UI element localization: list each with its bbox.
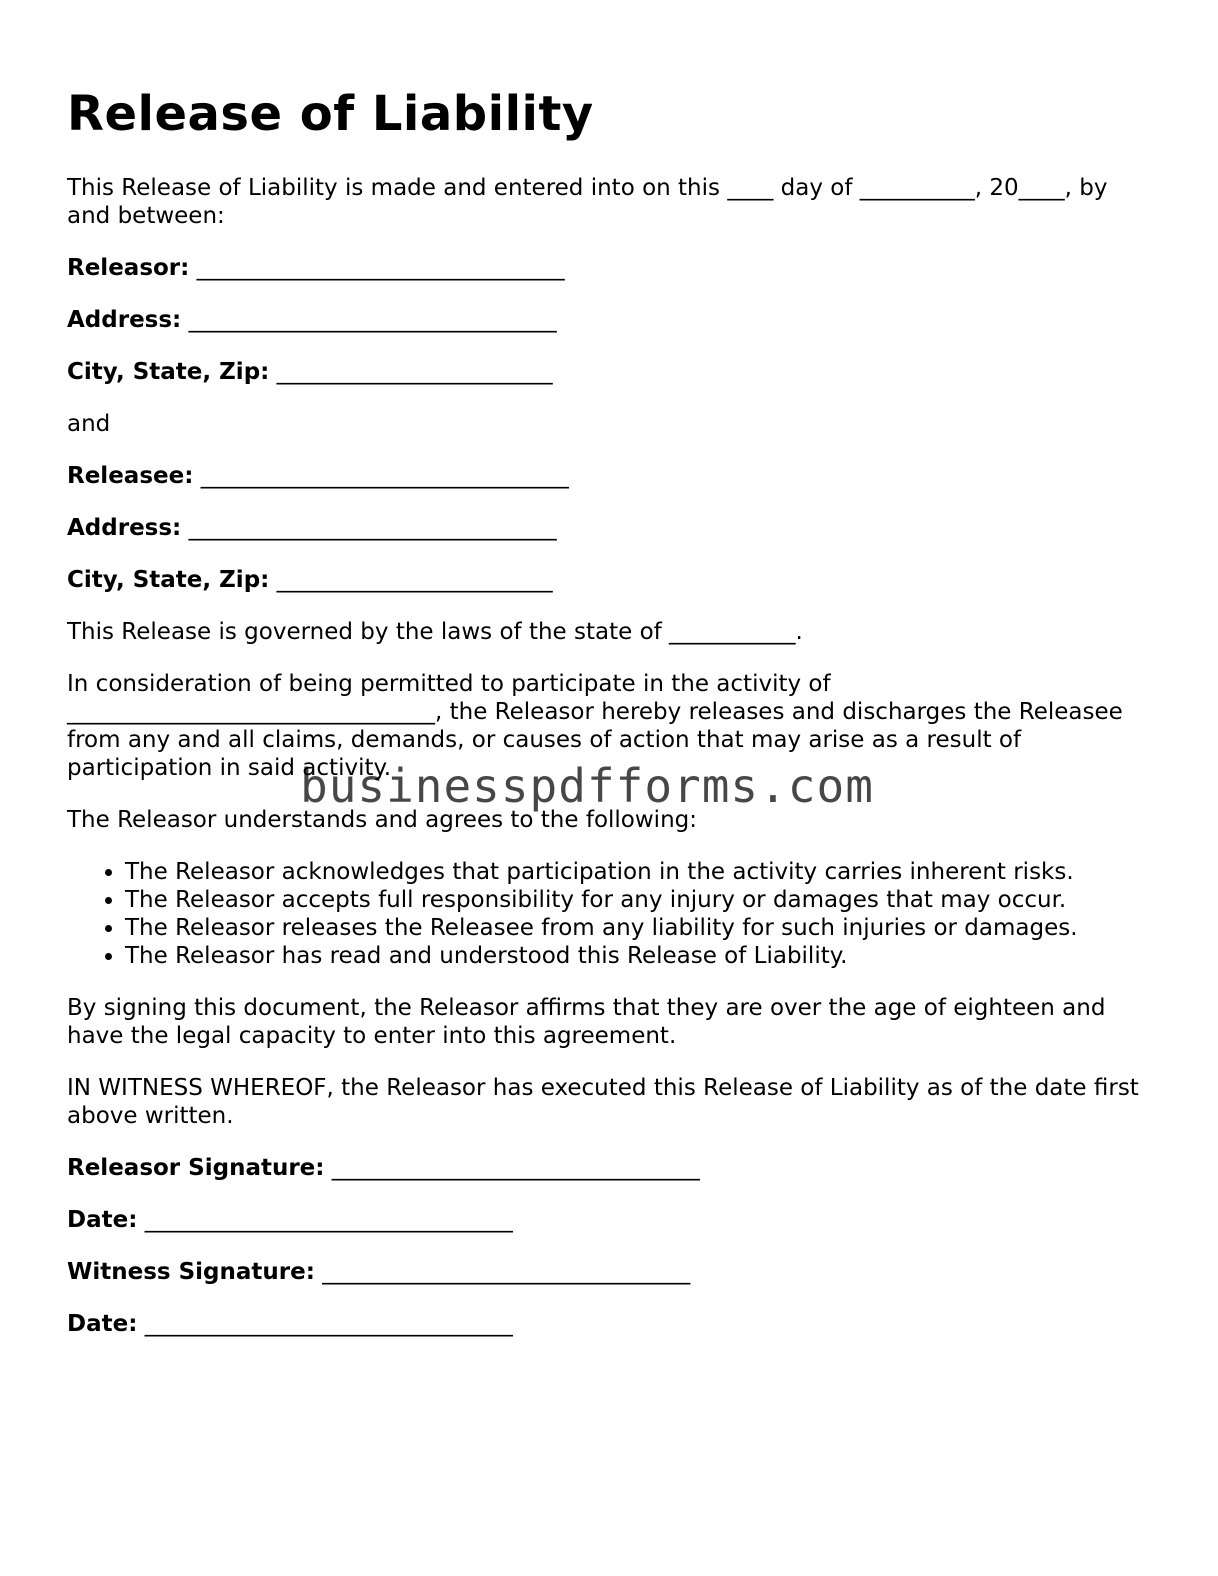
releasor-city-blank: ________________________ <box>276 359 553 385</box>
date-field-1 <box>67 1206 1147 1234</box>
list-item: • The Releasor releases the Releasee from any liability for such injuries or damages. <box>125 914 1147 942</box>
list-item: • The Releasor has read and understood this Release of Liability. <box>125 942 1147 970</box>
releasee-name-field <box>67 462 1147 490</box>
releasee-address-field <box>67 514 1147 542</box>
witness-signature-blank: ________________________________ <box>322 1259 691 1285</box>
releasee-address-blank: ________________________________ <box>188 515 557 541</box>
witness-signature-field <box>67 1258 1147 1286</box>
terms-list <box>67 858 1147 970</box>
releasee-city-label: City, State, Zip: <box>67 567 270 593</box>
releasor-name-label: Releasor: <box>67 255 190 281</box>
governing-law-paragraph: This Release is governed by the laws of the state of ___________. <box>67 619 803 645</box>
witness-signature-label: Witness Signature: <box>67 1259 315 1285</box>
list-item: • The Releasor acknowledges that participation in the activity carries inherent risks. <box>125 858 1147 886</box>
date-label-2: Date: <box>67 1311 138 1337</box>
and-text: and <box>67 411 111 437</box>
releasee-name-blank: ________________________________ <box>200 463 569 489</box>
understands-paragraph: The Releasor understands and agrees to the following: <box>67 807 697 833</box>
document-title: Release of Liability <box>67 86 594 142</box>
releasor-name-blank: ________________________________ <box>196 255 565 281</box>
releasee-address-label: Address: <box>67 515 182 541</box>
watermark: businesspdfforms.com <box>300 759 874 813</box>
releasee-name-label: Releasee: <box>67 463 194 489</box>
releasor-address-field <box>67 306 1147 334</box>
date-blank-2: ________________________________ <box>144 1311 513 1337</box>
date-label-1: Date: <box>67 1207 138 1233</box>
releasee-city-blank: ________________________ <box>276 567 553 593</box>
releasor-address-label: Address: <box>67 307 182 333</box>
releasor-name-field <box>67 254 1147 282</box>
list-item: • The Releasor accepts full responsibility for any injury or damages that may occur. <box>125 886 1147 914</box>
releasor-signature-field <box>67 1154 1147 1182</box>
date-field-2 <box>67 1310 1147 1338</box>
consideration-paragraph: In consideration of being permitted to participate in the activity of ________________________________, the Releasor hereby releases and discharges the Releasee from any and all claims, demands, or causes of action that may arise as a result of participation in said activity. <box>67 671 1123 781</box>
releasee-city-field <box>67 566 1147 594</box>
affirmation-paragraph: By signing this document, the Releasor affirms that they are over the age of eighteen and have the legal capacity to enter into this agreement. <box>67 995 1106 1049</box>
releasor-city-label: City, State, Zip: <box>67 359 270 385</box>
intro-paragraph: This Release of Liability is made and entered into on this ____ day of __________, 20____, by and between: <box>67 175 1108 229</box>
document-page <box>67 86 1147 1362</box>
releasor-city-field <box>67 358 1147 386</box>
releasor-signature-label: Releasor Signature: <box>67 1155 325 1181</box>
releasor-signature-blank: ________________________________ <box>331 1155 700 1181</box>
witness-clause-paragraph: IN WITNESS WHEREOF, the Releasor has executed this Release of Liability as of the date first above written. <box>67 1075 1139 1129</box>
date-blank-1: ________________________________ <box>144 1207 513 1233</box>
releasor-address-blank: ________________________________ <box>188 307 557 333</box>
